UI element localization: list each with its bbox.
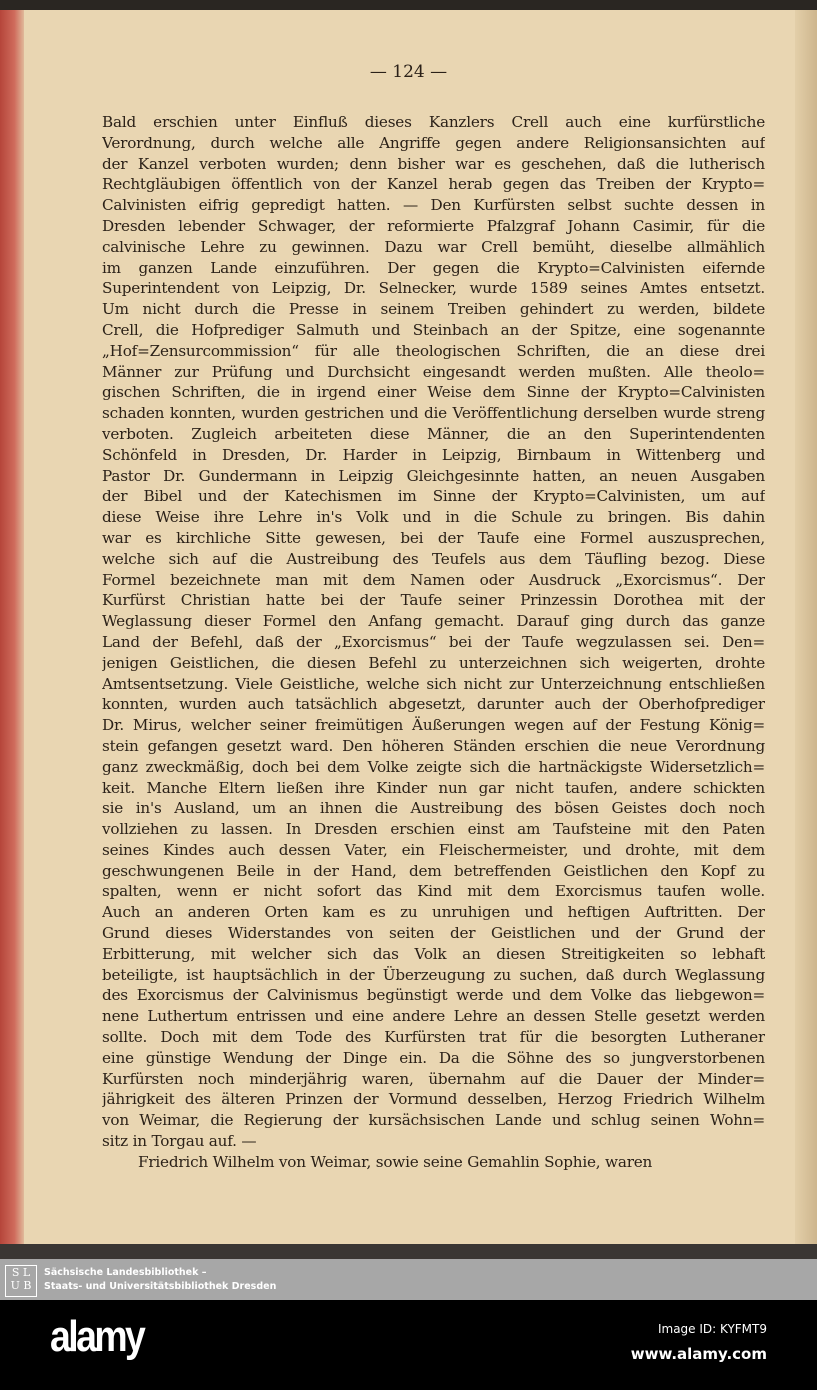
text-line: des Exorcismus der Calvinismus begünstigt werde und dem Volke das liebgewon= <box>102 986 765 1005</box>
body-text <box>102 112 765 1173</box>
text-line: gischen Schriften, die in irgend einer Weise dem Sinne der Krypto=Calvinisten <box>102 383 765 402</box>
text-line: Bald erschien unter Einfluß dieses Kanzlers Crell auch eine kurfürstliche <box>102 113 765 131</box>
text-line: Friedrich Wilhelm von Weimar, sowie seine Gemahlin Sophie, waren <box>138 1152 653 1171</box>
text-line: Land der Befehl, daß der „Exorcismus“ bei der Taufe wegzulassen sei. Den= <box>102 632 765 651</box>
text-line: nene Luthertum entrissen und eine andere Lehre an dessen Stelle gesetzt werden <box>102 1007 765 1026</box>
text-line: Schönfeld in Dresden, Dr. Harder in Leipzig, Birnbaum in Wittenberg und <box>102 445 765 464</box>
text-line: vollziehen zu lassen. In Dresden erschien einst am Taufsteine mit den Paten <box>102 820 765 839</box>
text-line: der Bibel und der Katechismen im Sinne der Krypto=Calvinisten, um auf <box>102 487 765 506</box>
library-name-line2: Staats- und Universitätsbibliothek Dresden <box>44 1281 277 1292</box>
scan-bottom-border <box>0 1244 817 1259</box>
text-line: im ganzen Lande einzuführen. Der gegen die Krypto=Calvinisten eifernde <box>102 258 765 277</box>
slub-logo: S L U B <box>5 1265 37 1297</box>
text-line: Pastor Dr. Gundermann in Leipzig Gleichgesinnte hatten, an neuen Ausgaben <box>102 466 765 485</box>
text-line: beteiligte, ist hauptsächlich in der Überzeugung zu suchen, daß durch Weglassung <box>102 965 765 984</box>
text-line: Um nicht durch die Presse in seinem Treiben gehindert zu werden, bildete <box>102 300 765 319</box>
text-line: seines Kindes auch dessen Vater, ein Fleischermeister, und drohte, mit dem <box>102 840 765 859</box>
page-number: — 124 — <box>369 62 448 82</box>
image-id: Image ID: KYFMT9 <box>657 1322 767 1336</box>
text-line: Weglassung dieser Formel den Anfang gemacht. Darauf ging durch das ganze <box>102 612 765 631</box>
text-line: Grund dieses Widerstandes von seiten der Geistlichen und der Grund der <box>102 924 765 943</box>
text-line: „Hof=Zensurcommission“ für alle theologischen Schriften, die an diese drei <box>102 341 765 360</box>
text-line: Superintendent von Leipzig, Dr. Selnecker, wurde 1589 seines Amtes entsetzt. <box>102 279 765 298</box>
text-line: Verordnung, durch welche alle Angriffe gegen andere Religionsansichten auf <box>102 133 765 152</box>
text-line: sitz in Torgau auf. — <box>102 1132 257 1151</box>
text-line: welche sich auf die Austreibung des Teufels aus dem Täufling bezog. Diese <box>102 549 765 568</box>
text-line: sollte. Doch mit dem Tode des Kurfürsten trat für die besorgten Lutheraner <box>102 1028 765 1047</box>
text-line: konnten, wurden auch tatsächlich abgesetzt, darunter auch der Oberhofprediger <box>102 695 765 714</box>
text-line: Rechtgläubigen öffentlich von der Kanzel herab gegen das Treiben der Krypto= <box>102 175 765 194</box>
site-url[interactable]: www.alamy.com <box>630 1345 767 1363</box>
text-line: spalten, wenn er nicht sofort das Kind mit dem Exorcismus taufen wolle. <box>102 882 765 901</box>
text-line: schaden konnten, wurden gestrichen und die Veröffentlichung derselben wurde streng <box>102 404 765 423</box>
text-line: Formel bezeichnete man mit dem Namen oder Ausdruck „Exorcismus“. Der <box>102 570 765 589</box>
text-line: keit. Manche Eltern ließen ihre Kinder nun gar nicht taufen, andere schickten <box>102 778 765 797</box>
text-line: diese Weise ihre Lehre in's Volk und in die Schule zu bringen. Bis dahin <box>102 508 765 527</box>
text-line: verboten. Zugleich arbeiteten diese Männer, die an den Superintendenten <box>102 424 765 443</box>
book-page-edge <box>0 10 24 1246</box>
library-name-line1: Sächsische Landesbibliothek – <box>44 1267 207 1278</box>
text-line: Erbitterung, mit welcher sich das Volk an diesen Streitigkeiten so lebhaft <box>102 944 765 963</box>
text-line: eine günstige Wendung der Dinge ein. Da die Söhne des so jungverstorbenen <box>102 1048 765 1067</box>
text-line: von Weimar, die Regierung der kursächsischen Lande und schlug seinen Wohn= <box>102 1111 765 1130</box>
text-line: Kurfürsten noch minderjährig waren, übernahm auf die Dauer der Minder= <box>102 1069 765 1088</box>
text-line: jenigen Geistlichen, die diesen Befehl zu unterzeichnen sich weigerten, drohte <box>102 653 765 672</box>
text-line: geschwungenen Beile in der Hand, dem betreffenden Geistlichen den Kopf zu <box>102 861 765 880</box>
text-line: calvinische Lehre zu gewinnen. Dazu war Crell bemüht, dieselbe allmählich <box>102 237 765 256</box>
text-line: Männer zur Prüfung und Durchsicht eingesandt werden mußten. Alle theolo= <box>102 362 765 381</box>
book-right-edge <box>795 10 817 1246</box>
text-line: Dresden lebender Schwager, der reformierte Pfalzgraf Johann Casimir, für die <box>102 216 765 235</box>
alamy-logo: alamy <box>50 1312 144 1361</box>
text-line: sie in's Ausland, um an ihnen die Austreibung des bösen Geistes doch noch <box>102 799 765 818</box>
text-line: Calvinisten eifrig gepredigt hatten. — Den Kurfürsten selbst suchte dessen in <box>102 196 765 215</box>
library-credit <box>44 1266 276 1294</box>
text-line: stein gefangen gesetzt ward. Den höheren Ständen erschien die neue Verordnung <box>102 736 765 755</box>
text-line: Auch an anderen Orten kam es zu unruhigen und heftigen Auftritten. Der <box>102 903 765 922</box>
text-line: Crell, die Hofprediger Salmuth und Steinbach an der Spitze, eine sogenannte <box>102 320 765 339</box>
text-line: jährigkeit des älteren Prinzen der Vormund desselben, Herzog Friedrich Wilhelm <box>102 1090 765 1109</box>
text-line: war es kirchliche Sitte gewesen, bei der Taufe eine Formel auszusprechen, <box>102 528 765 547</box>
text-line: Amtsentsetzung. Viele Geistliche, welche sich nicht zur Unterzeichnung entschließen <box>102 674 765 693</box>
text-line: Kurfürst Christian hatte bei der Taufe seiner Prinzessin Dorothea mit der <box>102 591 765 610</box>
text-line: ganz zweckmäßig, doch bei dem Volke zeigte sich die hartnäckigste Widersetzlich= <box>102 757 765 776</box>
text-line: der Kanzel verboten wurden; denn bisher war es geschehen, daß die lutherisch <box>102 154 765 173</box>
text-line: Dr. Mirus, welcher seiner freimütigen Äußerungen wegen auf der Festung König= <box>102 716 765 735</box>
